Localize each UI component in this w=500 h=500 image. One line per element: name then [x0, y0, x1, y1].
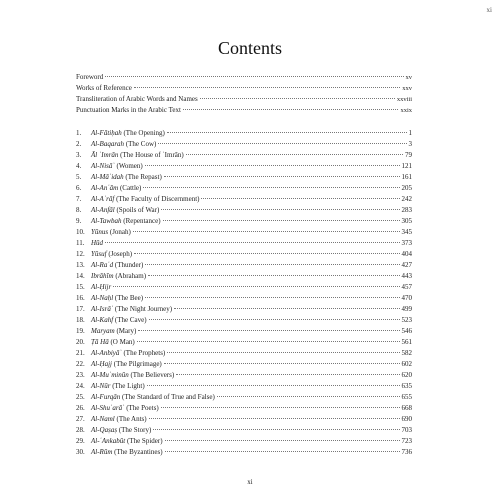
chapter-transliteration: Al-Māʾidah	[91, 173, 124, 181]
chapter-transliteration: Al-Anʿām	[91, 184, 119, 192]
chapter-title	[91, 304, 172, 315]
chapter-page: 457	[401, 283, 412, 291]
chapter-title	[91, 205, 159, 216]
chapter-transliteration: Al-Naml	[91, 415, 115, 423]
chapter-transliteration: Al-Ḥijr	[91, 283, 112, 291]
entry-title: Punctuation Marks in the Arabic Text	[76, 106, 181, 114]
chapter-number: 24.	[76, 382, 85, 390]
dot-leader	[176, 374, 399, 375]
chapter-row	[76, 348, 412, 359]
chapter-title	[91, 161, 143, 172]
chapter-page: 345	[401, 228, 412, 236]
chapter-number: 20.	[76, 338, 85, 346]
chapter-english: (The Opening)	[121, 129, 165, 137]
chapter-english: (Mary)	[114, 327, 137, 335]
chapter-row	[76, 315, 412, 326]
chapter-title	[91, 315, 147, 326]
dot-leader	[164, 363, 400, 364]
front-matter-row	[76, 94, 412, 105]
chapter-row	[76, 326, 412, 337]
chapter-row	[76, 161, 412, 172]
dot-leader	[149, 418, 400, 419]
chapter-title	[91, 436, 163, 447]
chapter-english: (The Believers)	[128, 371, 175, 379]
dot-leader	[134, 87, 400, 88]
chapter-page: 161	[401, 173, 412, 181]
chapter-number: 15.	[76, 283, 85, 291]
chapter-english: (The Cave)	[113, 316, 147, 324]
chapter-row	[76, 172, 412, 183]
chapter-english: (The House of ʿImrān)	[118, 151, 184, 159]
chapter-title	[91, 381, 145, 392]
front-matter-row	[76, 105, 412, 116]
chapter-english: (Cattle)	[118, 184, 142, 192]
chapter-english: (The Pilgrimage)	[112, 360, 162, 368]
chapter-number: 9.	[76, 217, 82, 225]
chapter-list	[76, 128, 412, 458]
chapter-number: 3.	[76, 151, 82, 159]
chapter-row	[76, 293, 412, 304]
chapter-number: 12.	[76, 250, 85, 258]
dot-leader	[137, 341, 400, 342]
chapter-english: (Joseph)	[106, 250, 133, 258]
chapter-row	[76, 447, 412, 458]
chapter-row	[76, 392, 412, 403]
chapter-page: 582	[401, 349, 412, 357]
chapter-page: 655	[401, 393, 412, 401]
chapter-row	[76, 425, 412, 436]
chapter-number: 30.	[76, 448, 85, 456]
chapter-page: 690	[401, 415, 412, 423]
dot-leader	[167, 352, 399, 353]
chapter-transliteration: Al-Kahf	[91, 316, 114, 324]
chapter-row	[76, 216, 412, 227]
chapter-number: 27.	[76, 415, 85, 423]
chapter-page: 305	[401, 217, 412, 225]
chapter-number: 25.	[76, 393, 85, 401]
chapter-title	[91, 260, 143, 271]
dot-leader	[134, 253, 399, 254]
dot-leader	[143, 187, 399, 188]
dot-leader	[174, 308, 399, 309]
dot-leader	[165, 440, 400, 441]
chapter-title	[91, 392, 215, 403]
chapter-english: (The Repast)	[123, 173, 162, 181]
chapter-row	[76, 227, 412, 238]
chapter-transliteration: Al-Naḥl	[91, 294, 114, 302]
chapter-row	[76, 282, 412, 293]
chapter-page: 427	[401, 261, 412, 269]
chapter-english: (Spoils of War)	[114, 206, 160, 214]
dot-leader	[105, 242, 399, 243]
chapter-english: (The Cow)	[124, 140, 157, 148]
chapter-title	[91, 348, 165, 359]
page-title: Contents	[217, 38, 282, 58]
chapter-page: 668	[401, 404, 412, 412]
chapter-english: (The Poets)	[124, 404, 159, 412]
chapter-english: (The Story)	[117, 426, 152, 434]
chapter-transliteration: Hūd	[91, 239, 104, 247]
chapter-number: 4.	[76, 162, 82, 170]
chapter-page: 470	[401, 294, 412, 302]
entry-title: Works of Reference	[76, 84, 132, 92]
chapter-english: (Repentance)	[121, 217, 161, 225]
entry-page: xxix	[400, 107, 412, 114]
chapter-row	[76, 436, 412, 447]
chapter-row	[76, 139, 412, 150]
chapter-page: 1	[408, 129, 412, 137]
chapter-page: 205	[401, 184, 412, 192]
dot-leader	[133, 231, 400, 232]
dot-leader	[158, 143, 406, 144]
chapter-transliteration: Al-Fātiḥah	[91, 129, 122, 137]
chapter-title	[91, 293, 143, 304]
chapter-title	[91, 216, 161, 227]
chapter-number: 22.	[76, 360, 85, 368]
chapter-title	[91, 414, 147, 425]
chapter-transliteration: Ṭā Hā	[91, 338, 109, 346]
chapter-page: 523	[401, 316, 412, 324]
chapter-transliteration: Maryam	[91, 327, 115, 335]
chapter-transliteration: Ibrāhīm	[91, 272, 114, 280]
chapter-english: (Abraham)	[113, 272, 147, 280]
chapter-transliteration: Al-Qaṣaṣ	[91, 426, 118, 434]
chapter-number: 29.	[76, 437, 85, 445]
dot-leader	[138, 330, 399, 331]
chapter-row	[76, 183, 412, 194]
chapter-english: (The Faculty of Discernment)	[114, 195, 200, 203]
chapter-row	[76, 150, 412, 161]
front-matter-list	[76, 72, 412, 116]
chapter-row	[76, 205, 412, 216]
chapter-number: 1.	[76, 129, 82, 137]
chapter-row	[76, 414, 412, 425]
chapter-transliteration: Al-Rūm	[91, 448, 113, 456]
dot-leader	[167, 132, 407, 133]
front-matter-row	[76, 72, 412, 83]
chapter-transliteration: Al-Anfāl	[91, 206, 115, 214]
chapter-title	[91, 238, 103, 249]
chapter-number: 14.	[76, 272, 85, 280]
chapter-transliteration: Al-Tawbah	[91, 217, 122, 225]
chapter-english: (The Standard of True and False)	[120, 393, 215, 401]
entry-page: xv	[405, 74, 412, 81]
chapter-title	[91, 227, 131, 238]
chapter-title	[91, 370, 174, 381]
chapter-transliteration: Āl ʿImrān	[91, 151, 119, 159]
chapter-title	[91, 172, 162, 183]
chapter-transliteration: Al-Furqān	[91, 393, 121, 401]
chapter-row	[76, 194, 412, 205]
chapter-english: (The Spider)	[125, 437, 163, 445]
entry-page: xxviii	[396, 96, 412, 103]
chapter-row	[76, 249, 412, 260]
chapter-number: 6.	[76, 184, 82, 192]
dot-leader	[145, 297, 399, 298]
chapter-transliteration: Al-Ḥajj	[91, 360, 112, 368]
chapter-number: 28.	[76, 426, 85, 434]
chapter-transliteration: Al-Aʿrāf	[91, 195, 115, 203]
chapter-row	[76, 381, 412, 392]
chapter-page: 79	[405, 151, 412, 159]
chapter-english: (Thunder)	[113, 261, 144, 269]
dot-leader	[201, 198, 399, 199]
entry-title: Transliteration of Arabic Words and Names	[76, 95, 198, 103]
chapter-title	[91, 425, 151, 436]
chapter-english: (Women)	[114, 162, 143, 170]
chapter-row	[76, 304, 412, 315]
dot-leader	[183, 109, 398, 110]
chapter-number: 16.	[76, 294, 85, 302]
chapter-title	[91, 271, 146, 282]
chapter-english: (The Night Journey)	[113, 305, 173, 313]
chapter-number: 11.	[76, 239, 85, 247]
dot-leader	[217, 396, 400, 397]
chapter-transliteration: Al-Nisāʾ	[91, 162, 115, 170]
chapter-row	[76, 271, 412, 282]
chapter-page: 723	[401, 437, 412, 445]
chapter-row	[76, 260, 412, 271]
chapter-title	[91, 249, 132, 260]
chapter-page: 373	[401, 239, 412, 247]
dot-leader	[200, 98, 395, 99]
chapter-number: 18.	[76, 316, 85, 324]
chapter-transliteration: Yūsuf	[91, 250, 107, 258]
dot-leader	[145, 264, 399, 265]
front-matter-row	[76, 83, 412, 94]
chapter-page: 635	[401, 382, 412, 390]
chapter-number: 2.	[76, 140, 82, 148]
chapter-page: 283	[401, 206, 412, 214]
chapter-title	[91, 326, 136, 337]
entry-page: xxv	[402, 85, 412, 92]
chapter-number: 19.	[76, 327, 85, 335]
chapter-english: (The Light)	[110, 382, 145, 390]
chapter-transliteration: Al-Isrāʾ	[91, 305, 114, 313]
chapter-page: 443	[401, 272, 412, 280]
chapter-page: 121	[401, 162, 412, 170]
chapter-title	[91, 403, 159, 414]
chapter-row	[76, 359, 412, 370]
dot-leader	[147, 385, 400, 386]
chapter-row	[76, 238, 412, 249]
dot-leader	[186, 154, 403, 155]
chapter-transliteration: Al-Raʿd	[91, 261, 114, 269]
chapter-number: 17.	[76, 305, 85, 313]
dot-leader	[161, 407, 400, 408]
chapter-english: (O Man)	[108, 338, 135, 346]
dot-leader	[105, 76, 403, 77]
chapter-number: 5.	[76, 173, 82, 181]
dot-leader	[149, 319, 400, 320]
chapter-page: 561	[401, 338, 412, 346]
chapter-title	[91, 183, 141, 194]
chapter-english: (The Prophets)	[121, 349, 166, 357]
chapter-title	[91, 150, 184, 161]
dot-leader	[153, 429, 399, 430]
dot-leader	[113, 286, 399, 287]
chapter-title	[91, 337, 135, 348]
chapter-title	[91, 359, 162, 370]
chapter-number: 26.	[76, 404, 85, 412]
dot-leader	[145, 165, 400, 166]
dot-leader	[163, 220, 400, 221]
chapter-transliteration: Al-ʿAnkabūt	[91, 437, 126, 445]
dot-leader	[161, 209, 399, 210]
chapter-number: 23.	[76, 371, 85, 379]
chapter-row	[76, 403, 412, 414]
chapter-english: (The Byzantines)	[112, 448, 163, 456]
chapter-transliteration: Al-Baqarah	[91, 140, 125, 148]
top-page-number: xi	[486, 6, 492, 14]
chapter-title	[91, 128, 165, 139]
chapter-transliteration: Al-Nūr	[91, 382, 111, 390]
chapter-transliteration: Al-Muʾminūn	[91, 371, 129, 379]
chapter-page: 620	[401, 371, 412, 379]
chapter-row	[76, 370, 412, 381]
chapter-number: 8.	[76, 206, 82, 214]
chapter-row	[76, 337, 412, 348]
chapter-page: 703	[401, 426, 412, 434]
entry-title: Foreword	[76, 73, 104, 81]
chapter-page: 546	[401, 327, 412, 335]
chapter-page: 404	[401, 250, 412, 258]
chapter-row	[76, 128, 412, 139]
chapter-number: 21.	[76, 349, 85, 357]
chapter-title	[91, 447, 163, 458]
chapter-page: 3	[408, 140, 412, 148]
chapter-number: 10.	[76, 228, 85, 236]
footer-page-number: xi	[247, 478, 253, 486]
chapter-number: 13.	[76, 261, 85, 269]
chapter-english: (The Ants)	[114, 415, 147, 423]
chapter-page: 736	[401, 448, 412, 456]
dot-leader	[165, 451, 400, 452]
chapter-title	[91, 194, 199, 205]
chapter-page: 602	[401, 360, 412, 368]
chapter-english: (Jonah)	[108, 228, 131, 236]
chapter-number: 7.	[76, 195, 82, 203]
chapter-transliteration: Al-Anbiyāʾ	[91, 349, 122, 357]
chapter-transliteration: Al-Shuʿarāʾ	[91, 404, 125, 412]
chapter-transliteration: Yūnus	[91, 228, 109, 236]
dot-leader	[148, 275, 399, 276]
chapter-page: 242	[401, 195, 412, 203]
chapter-page: 499	[401, 305, 412, 313]
chapter-title	[91, 282, 111, 293]
dot-leader	[164, 176, 400, 177]
chapter-title	[91, 139, 156, 150]
chapter-english: (The Bee)	[113, 294, 144, 302]
